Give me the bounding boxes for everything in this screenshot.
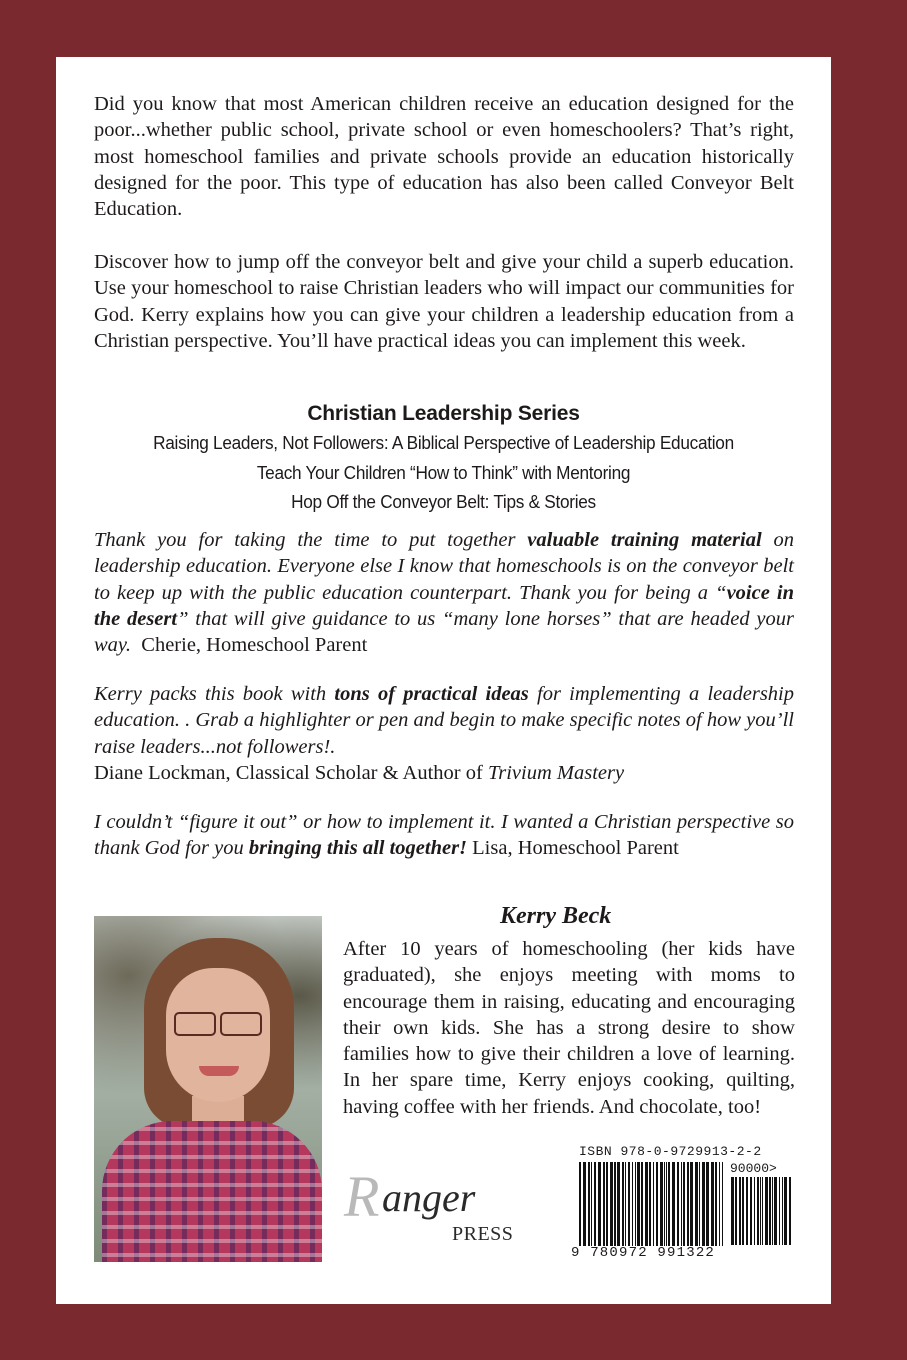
barcode-bar [645,1162,648,1246]
barcode-bar [702,1162,705,1246]
testimonial-diane [94,681,794,786]
barcode-bar [774,1177,777,1245]
barcode-bar [606,1162,608,1246]
testimonial-text: ” that will give guidance to us “many lone horses” that are headed your way. [94,607,794,657]
barcode-bar [653,1162,654,1246]
testimonial-emphasis: valuable training material [527,529,762,551]
barcode-bar [746,1177,748,1245]
barcode-bar [750,1177,752,1245]
intro-paragraph-1: Did you know that most American children receive an education designed for the poor...whether public school, private school or even homeschoolers? That’s right, most homeschool families and private schools provide an education historically designed for the poor. This type of education has also been called Conveyor Belt Education. [94,93,794,221]
testimonial-author: Cherie, Homeschool Parent [141,634,368,657]
barcode-bar [681,1162,682,1246]
isbn-barcode [571,1144,805,1262]
author-bio: After 10 years of homeschooling (her kids have graduated), she enjoys meeting with moms to encourage them in raising, educating and encouraging their own kids. She has a strong desire to show families how to give their children a love of learning. In her spare time, Kerry enjoys cooking, quilting, having coffee with her friends. And chocolate, too! [343,938,795,1118]
barcode-bar [757,1177,759,1245]
barcode-bar [690,1162,693,1246]
barcode-bar [711,1162,714,1246]
series-block [56,399,831,517]
testimonial-text: Kerry packs this book with [94,683,335,705]
testimonial-emphasis: bringing this all together! [248,837,468,860]
barcode-bar [637,1162,640,1246]
publisher-logo [344,1164,534,1257]
barcode-bar [715,1162,717,1246]
barcode-main-bars [579,1162,725,1246]
barcode-bar [762,1177,763,1245]
barcode-bar [666,1162,667,1246]
barcode-bar [610,1162,613,1246]
barcode-bar [598,1162,601,1246]
barcode-bar [754,1177,755,1245]
testimonial-emphasis: voice in the desert [94,581,794,630]
barcode-bar [719,1162,720,1246]
barcode-bar [635,1162,636,1246]
testimonial-author: Lisa, Homeschool Parent [472,837,679,860]
barcode-bar [622,1162,624,1246]
barcode-bar [649,1162,651,1246]
author-photo [94,916,322,1262]
barcode-bar [760,1177,761,1245]
barcode-bar [699,1162,700,1246]
barcode-digits: 9 780972 991322 [571,1245,716,1261]
series-book-2: Teach Your Children “How to Think” with Mentoring [256,461,631,483]
barcode-bar [628,1162,630,1246]
barcode-addon-bars [731,1177,795,1245]
barcode-bar [789,1177,791,1245]
barcode-bar [779,1177,780,1245]
barcode-bar [672,1162,675,1246]
isbn-label: ISBN 978-0-9729913-2-2 [579,1144,762,1159]
testimonial-text: Thank you for taking the time to put together [94,529,528,551]
series-book-1: Raising Leaders, Not Followers: A Biblical Perspective of Leadership Education [153,432,734,453]
series-book-3: Hop Off the Conveyor Belt: Tips & Stories [291,491,596,512]
barcode-bar [668,1162,670,1246]
testimonial-emphasis: tons of practical ideas [334,683,529,705]
publisher-logo-mark: R [344,1164,380,1229]
barcode-bar [625,1162,626,1246]
publisher-name: anger [372,1175,476,1220]
publisher-sub: PRESS [452,1223,514,1245]
barcode-bar [664,1162,665,1246]
barcode-bar [591,1162,592,1246]
barcode-bar [731,1177,734,1245]
barcode-bar [656,1162,658,1246]
barcode-bar [677,1162,679,1246]
barcode-bar [641,1162,643,1246]
barcode-bar [742,1177,744,1245]
barcode-bar [614,1162,616,1246]
barcode-bar [782,1177,783,1245]
barcode-bar [588,1162,590,1246]
barcode-bar [683,1162,685,1246]
barcode-bar [603,1162,605,1246]
barcode-bar [769,1177,771,1245]
barcode-bar [695,1162,698,1246]
barcode-bar [784,1177,787,1245]
barcode-addon-number: 90000> [730,1161,777,1176]
barcode-bar [583,1162,586,1246]
barcode-bar [632,1162,633,1246]
testimonial-text: I couldn’t “figure it out” or how to implement it. I wanted a Christian perspective so thank God for you [94,811,794,860]
testimonial-text: on leadership education. Everyone else I know that homeschools is on the conveyor belt to keep up with the public education counterpart. Thank you for being a “ [94,529,795,604]
back-cover-panel [56,57,831,1304]
series-title: Christian Leadership Series [307,402,580,425]
barcode-bar [594,1162,596,1246]
barcode-bar [739,1177,741,1245]
barcode-bar [617,1162,620,1246]
intro-paragraph-2: Discover how to jump off the conveyor belt and give your child a superb education. Use your homeschool to raise Christian leaders who will impact our communities for God. Kerry explains how you can give your children a leadership education from a Christian perspective. You’ll have practical ideas you can implement this week. [94,251,794,352]
barcode-bar [722,1162,723,1246]
barcode-bar [579,1162,581,1246]
testimonial-text: for implementing a leadership education. . Grab a highlighter or pen and begin to make specific notes of how you’ll raise leaders...not followers!. [94,683,795,758]
barcode-bar [765,1177,768,1245]
barcode-bar [660,1162,663,1246]
barcode-bar [687,1162,689,1246]
author-name: Kerry Beck [500,903,612,929]
barcode-bar [706,1162,709,1246]
testimonial-author-book: Trivium Mastery [487,761,625,784]
testimonial-lisa [94,809,794,862]
testimonial-author: Diane Lockman, Classical Scholar & Author of [94,761,488,784]
testimonial-cherie [94,527,794,658]
barcode-bar [772,1177,773,1245]
barcode-bar [735,1177,737,1245]
